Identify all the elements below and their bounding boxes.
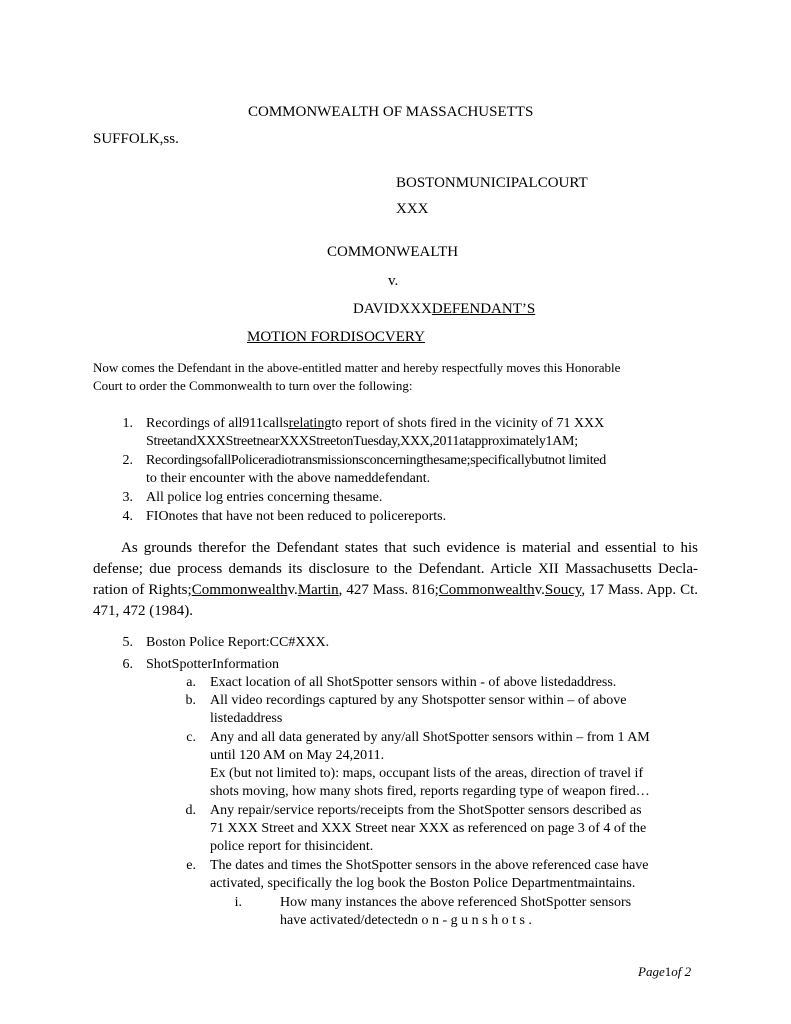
motion-title: MOTION FORDISOCVERY <box>247 329 425 345</box>
item-2-number: 2. <box>122 453 133 468</box>
subitem-c-line-1: Any and all data generated by any/all ShotSpotter sensors within – from 1 AM <box>210 730 650 745</box>
case-2-party: Commonwealth <box>438 582 535 598</box>
county-label: SUFFOLK,ss. <box>93 131 179 147</box>
subitem-i-label: i. <box>234 895 242 910</box>
subitem-c-label: c. <box>186 730 196 745</box>
case-2-opponent: Soucy <box>544 582 582 598</box>
item-3-number: 3. <box>122 490 133 505</box>
commonwealth-heading: COMMONWEALTH OF MASSACHUSETTS <box>248 104 534 120</box>
item-2-line-2: to their encounter with the above nameddefendant. <box>146 471 431 486</box>
footer-page-word: Page <box>638 964 665 979</box>
defendant-line <box>353 301 535 318</box>
subitem-e-line-2: activated, specifically the log book the Boston Police Departmentmaintains. <box>210 876 636 891</box>
intro-line-1: Now comes the Defendant in the above-entitled matter and hereby respectfully moves this Honorable <box>93 360 621 375</box>
footer-of-word: of <box>671 964 682 979</box>
item-5-number: 5. <box>122 635 133 650</box>
item-1-underlined-word: relating <box>288 416 332 431</box>
defendant-name: DAVIDXXX <box>353 301 432 317</box>
item-6-number: 6. <box>122 657 133 672</box>
item-3-text: All police log entries concerning thesame. <box>146 490 383 505</box>
court-name: BOSTONMUNICIPALCOURT <box>396 175 588 191</box>
defendant-label: DEFENDANT’S <box>431 301 536 317</box>
subitem-d-line-2: 71 XXX Street and XXX Street near XXX as referenced on page 3 of 4 of the <box>210 821 647 836</box>
item-1-number: 1. <box>122 416 133 431</box>
grounds-paragraph: As grounds therefor the Defendant states that such evidence is material and essential to his defense; due process demands its disclosure to the Defendant. Article XII Massachusetts Decla-ration of Rights;Commonwealthv.Martin, 427 Mass. 816;Commonwealthv.Soucy, 17 Mass. App. Ct. 471, 472 (1984). <box>93 540 698 619</box>
subitem-i-line-2: have activated/detectedn o n - g u n s h o t s . <box>280 913 532 928</box>
subitem-c-line-3: Ex (but not limited to): maps, occupant lists of the areas, direction of travel if <box>210 766 644 781</box>
subitem-b-line-1: All video recordings captured by any Shotspotter sensor within – of above <box>210 693 627 708</box>
footer-total-pages: 2 <box>684 964 692 979</box>
item-1-line-1: Recordings of all911callsrelatingto report of shots fired in the vicinity of 71 XXX <box>146 416 605 431</box>
plaintiff-name: COMMONWEALTH <box>327 244 459 260</box>
subitem-e-label: e. <box>186 858 196 873</box>
subitem-c-line-4: shots moving, how many shots fired, reports regarding type of weapon fired… <box>210 784 650 799</box>
subitem-d-line-1: Any repair/service reports/receipts from the ShotSpotter sensors described as <box>210 803 642 818</box>
footer-page-number: 1 <box>664 964 672 979</box>
intro-line-2: Court to order the Commonwealth to turn over the following: <box>93 378 413 393</box>
subitem-c-line-2: until 120 AM on May 24,2011. <box>210 748 385 763</box>
subitem-b-label: b. <box>185 693 196 708</box>
item-4-number: 4. <box>122 509 133 524</box>
item-4-text: FIOnotes that have not been reduced to policereports. <box>146 509 447 524</box>
subitem-a-label: a. <box>186 675 196 690</box>
subitem-b-line-2: listedaddress <box>210 711 283 726</box>
docket-number: XXX <box>396 201 429 217</box>
versus-label: v. <box>388 273 399 289</box>
item-5-text: Boston Police Report:CC#XXX. <box>146 635 330 650</box>
case-1-opponent: Martin <box>297 582 339 598</box>
subitem-i-line-1: How many instances the above referenced ShotSpotter sensors <box>280 895 632 910</box>
item-6-text: ShotSpotterInformation <box>146 657 279 672</box>
subitem-d-line-3: police report for thisincident. <box>210 839 374 854</box>
subitem-e-line-1: The dates and times the ShotSpotter sensors in the above referenced case have <box>210 858 649 873</box>
item-2-line-1: RecordingsofallPoliceradiotransmissionsconcerningthesame;specificallybutnot limited <box>146 453 606 468</box>
page-footer <box>638 964 691 980</box>
item-1-line-2: StreetandXXXStreetnearXXXStreetonTuesday,XXX,2011atapproximately1AM; <box>146 434 578 449</box>
case-1-party: Commonwealth <box>191 582 288 598</box>
subitem-a-line-1: Exact location of all ShotSpotter sensors within - of above listedaddress. <box>210 675 617 690</box>
subitem-d-label: d. <box>185 803 196 818</box>
